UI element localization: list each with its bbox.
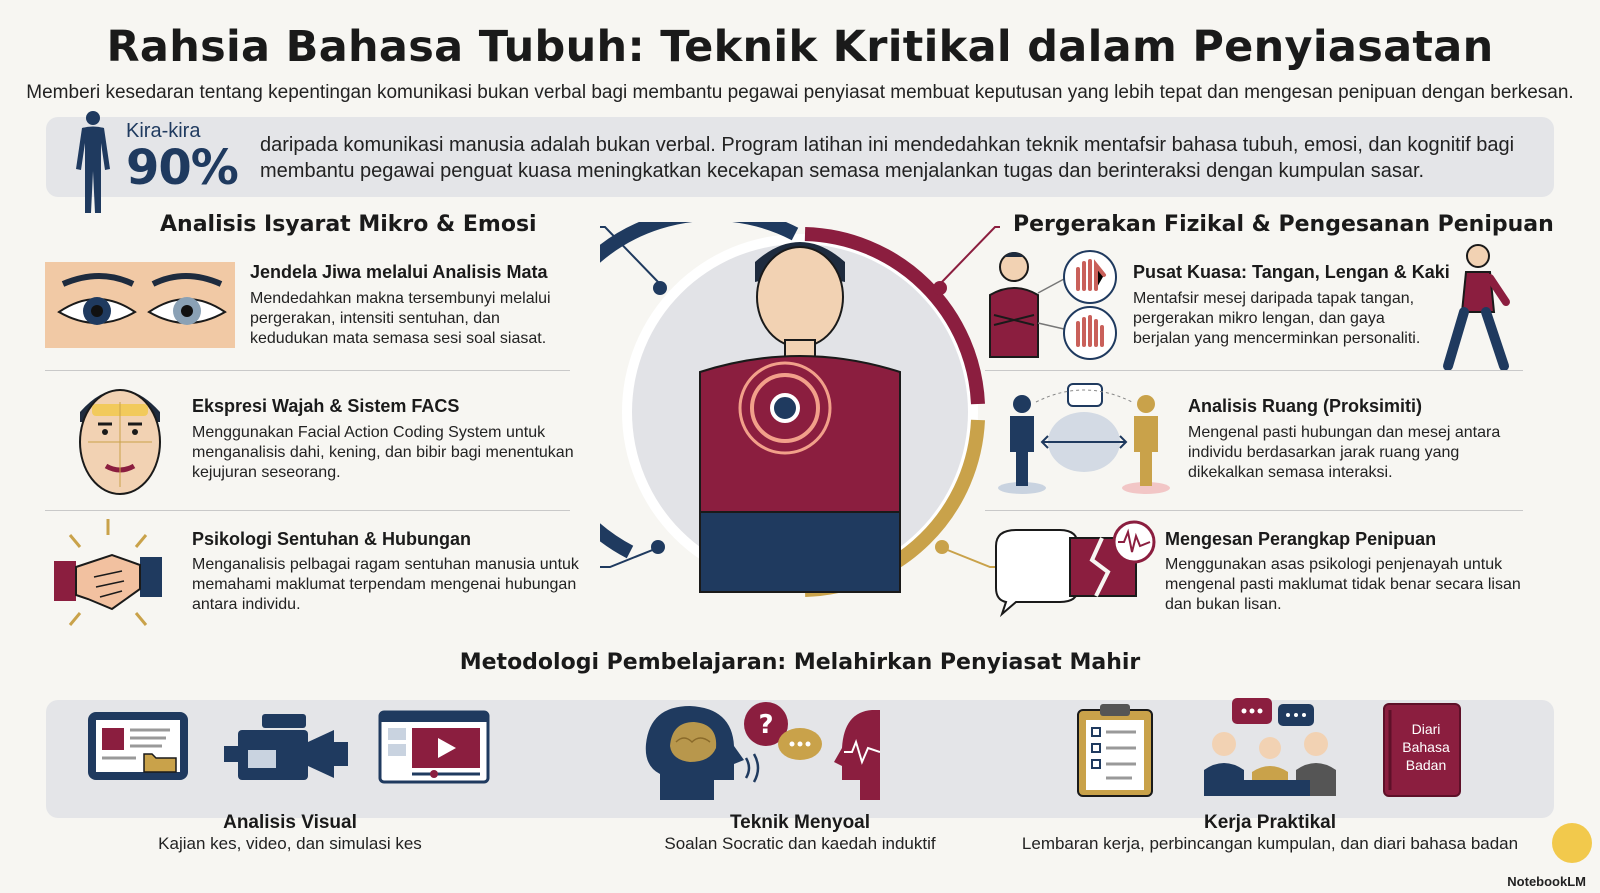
tablet-icon — [86, 710, 190, 782]
left-item-3-title: Psikologi Sentuhan & Hubungan — [192, 529, 471, 549]
body-posture-hands-icon — [986, 245, 1126, 360]
method-2-desc: Soalan Socratic dan kaedah induktif — [664, 834, 936, 853]
right-item-3-text: Menggunakan asas psikologi penjenayah untuk mengenal pasti maklumat tidak benar secara lisan dan bukan lisan. — [1165, 556, 1521, 613]
left-item-3-text: Menganalisis pelbagai ragam sentuhan manusia untuk memahami maklumat terpendam mengenai hubungan antara individu. — [192, 556, 579, 613]
right-item-3-title: Mengesan Perangkap Penipuan — [1165, 529, 1437, 549]
left-item-1-text: Mendedahkan makna tersembunyi melalui pergerakan, intensiti sentuhan, dan kedudukan mata semasa sesi soal siasat. — [250, 290, 551, 347]
svg-text:?: ? — [758, 710, 774, 740]
right-item-1-title: Pusat Kuasa: Tangan, Lengan & Kaki — [1133, 262, 1450, 282]
left-item-2-text: Menggunakan Facial Action Coding System untuk menganalisis dahi, kening, dan bibir bagi menentukan kejujuran seseorang. — [192, 424, 574, 481]
stat-description: daripada komunikasi manusia adalah bukan verbal. Program latihan ini mendedahkan teknik mentafsir bahasa tubuh, emosi, dan kognitif bagi membantu pegawai penguat kuasa meningkatkan kecekapan semasa menjalankan tugas dan berinteraksi dengan kumpulan sasar. — [260, 134, 1515, 182]
handshake-icon — [52, 515, 164, 639]
deception-detection-icon — [986, 516, 1156, 618]
group-discussion-icon — [1200, 696, 1340, 800]
divider — [45, 510, 570, 511]
page-subtitle: Memberi kesedaran tentang kepentingan komunikasi bukan verbal bagi membantu pegawai penyiasat membuat keputusan yang lebih tepat dan mengesan penipuan dengan berkesan. — [26, 82, 1574, 103]
diary-line-3: Badan — [1405, 757, 1447, 773]
brand-logo: NotebookLM — [1507, 874, 1586, 889]
method-3-desc: Lembaran kerja, perbincangan kumpulan, dan diari bahasa badan — [1021, 834, 1519, 853]
page-title: Rahsia Bahasa Tubuh: Teknik Kritikal dalam Penyiasatan — [106, 22, 1494, 72]
method-1-label: Analisis Visual — [223, 812, 357, 833]
diary-line-2: Bahasa — [1402, 739, 1450, 755]
divider — [985, 370, 1523, 371]
left-section-heading: Analisis Isyarat Mikro & Emosi — [160, 212, 537, 237]
right-item-1-text: Mentafsir mesej daripada tapak tangan, pergerakan mikro lengan, dan gaya berjalan yang mencerminkan personaliti. — [1133, 290, 1421, 347]
video-camera-icon — [222, 712, 352, 784]
left-item-1-title: Jendela Jiwa melalui Analisis Mata — [250, 262, 548, 282]
method-2-label: Teknik Menyoal — [729, 812, 871, 833]
diary-book-icon — [1382, 702, 1462, 798]
left-item-2-title: Ekspresi Wajah & Sistem FACS — [192, 396, 460, 416]
video-player-icon — [378, 710, 490, 784]
method-3-label: Kerja Praktikal — [1203, 812, 1337, 833]
human-figure-icon — [68, 109, 118, 217]
proxemics-icon — [996, 382, 1172, 498]
diary-line-1: Diari — [1411, 721, 1441, 737]
decorative-dot — [1552, 823, 1592, 863]
right-item-2-text: Mengenal pasti hubungan dan mesej antara individu berdasarkan jarak ruang yang dikekalkan semasa interaksi. — [1188, 424, 1501, 481]
eyes-icon — [45, 262, 235, 348]
clipboard-checklist-icon — [1076, 702, 1154, 798]
right-item-2-title: Analisis Ruang (Proksimiti) — [1188, 396, 1423, 416]
divider — [985, 510, 1523, 511]
right-section-heading: Pergerakan Fizikal & Pengesanan Penipuan — [1013, 212, 1554, 237]
stat-prefix: Kira-kira — [126, 120, 201, 142]
central-figure-illustration — [600, 222, 1000, 602]
walking-person-icon — [1436, 242, 1516, 374]
method-1-desc: Kajian kes, video, dan simulasi kes — [158, 834, 422, 853]
questioning-heads-icon — [640, 696, 880, 800]
face-analysis-icon — [70, 372, 170, 502]
stat-value: 90% — [126, 140, 238, 196]
divider — [45, 370, 570, 371]
methodology-heading: Metodologi Pembelajaran: Melahirkan Penyiasat Mahir — [459, 650, 1141, 675]
